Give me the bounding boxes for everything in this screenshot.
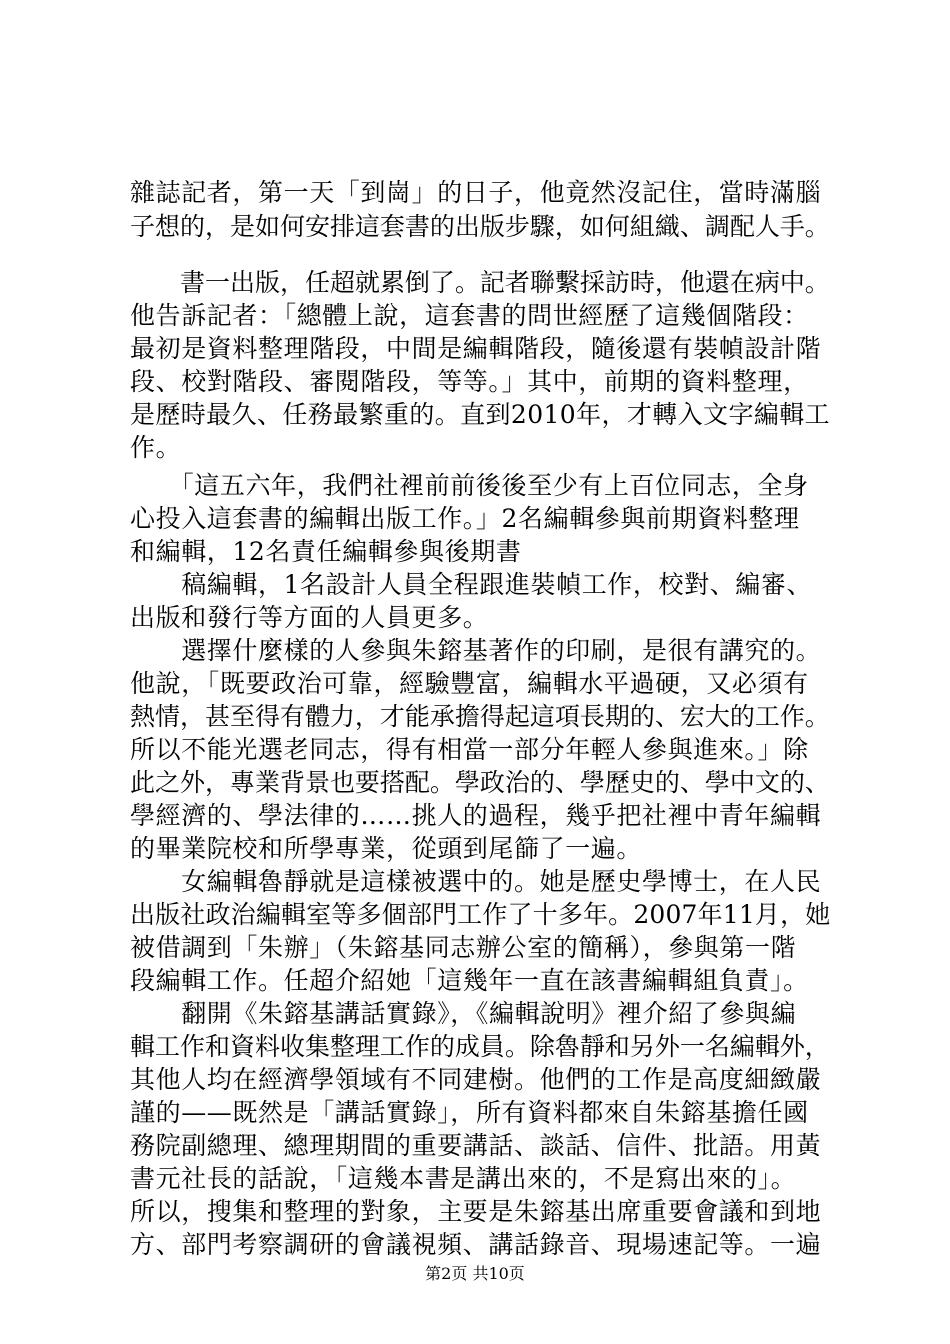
text-line: 輯工作和資料收集整理工作的成員。除魯靜和另外一名編輯外，	[130, 1032, 830, 1061]
text-line: 此之外，專業背景也要搭配。學政治的、學歷史的、學中文的、	[130, 768, 830, 797]
text-line: 雜誌記者，第一天「到崗」的日子，他竟然沒記住，當時滿腦	[130, 178, 822, 207]
text-line: 段、校對階段、審閱階段，等等。」其中，前期的資料整理，	[130, 367, 809, 396]
text-line: 出版社政治編輯室等多個部門工作了十多年。2007年11月，她	[130, 900, 831, 929]
text-line: 女編輯魯靜就是這樣被選中的。她是歷史學博士，在人民	[130, 867, 822, 896]
text-line: 學經濟的、學法律的……挑人的過程，幾乎把社裡中青年編輯	[130, 801, 822, 830]
page-number-footer: 第2页 共10页	[425, 1264, 525, 1283]
text-line: 他告訴記者：「總體上說，這套書的問世經歷了這幾個階段：	[130, 301, 809, 330]
text-line: 段編輯工作。任超介紹她「這幾年一直在該書編輯組負責」。	[130, 966, 809, 995]
text-line: 所以不能光選老同志，得有相當一部分年輕人參與進來。」除	[130, 735, 809, 764]
text-line: 出版和發行等方面的人員更多。	[130, 603, 489, 632]
text-line: 他說，「既要政治可靠，經驗豐富，編輯水平過硬，又必須有	[130, 669, 809, 698]
text-line: 書元社長的話說，「這幾本書是講出來的，不是寫出來的」。	[130, 1164, 797, 1193]
text-line: 所以，搜集和整理的對象，主要是朱鎔基出席重要會議和到地	[130, 1197, 822, 1226]
text-line: 謹的——既然是「講話實錄」，所有資料都來自朱鎔基擔任國	[130, 1098, 809, 1127]
text-line: 被借調到「朱辦」（朱鎔基同志辦公室的簡稱），參與第一階	[130, 933, 797, 962]
text-line: 翻開《朱鎔基講話實錄》，《編輯說明》裡介紹了參與編	[130, 999, 797, 1028]
text-line: 是歷時最久、任務最繁重的。直到2010年，才轉入文字編輯工	[130, 400, 831, 429]
text-line: 心投入這套書的編輯出版工作。」2名編輯參與前期資料整理	[130, 504, 800, 533]
text-line: 選擇什麼樣的人參與朱鎔基著作的印刷，是很有講究的。	[130, 636, 822, 665]
text-line: 稿編輯，1名設計人員全程跟進裝幀工作，校對、編審、	[130, 570, 813, 599]
text-line: 務院副總理、總理期間的重要講話、談話、信件、批語。用黃	[130, 1131, 822, 1160]
text-line: 最初是資料整理階段，中間是編輯階段，隨後還有裝幀設計階	[130, 334, 822, 363]
text-line: 其他人均在經濟學領域有不同建樹。他們的工作是高度細緻嚴	[130, 1065, 822, 1094]
text-line: 「這五六年，我們社裡前前後後至少有上百位同志，全身	[130, 471, 809, 500]
text-line: 的畢業院校和所學專業，從頭到尾篩了一遍。	[130, 834, 643, 863]
text-line: 子想的，是如何安排這套書的出版步驟，如何組織、調配人手。	[130, 212, 830, 241]
text-line: 熱情，甚至得有體力，才能承擔得起這項長期的、宏大的工作。	[130, 702, 830, 731]
text-line: 作。	[130, 433, 182, 462]
text-line: 和編輯，12名責任編輯參與後期書	[130, 537, 522, 566]
text-line: 書一出版，任超就累倒了。記者聯繫採訪時，他還在病中。	[130, 268, 830, 297]
text-line: 方、部門考察調研的會議視頻、講話錄音、現場速記等。一遍	[130, 1230, 822, 1259]
